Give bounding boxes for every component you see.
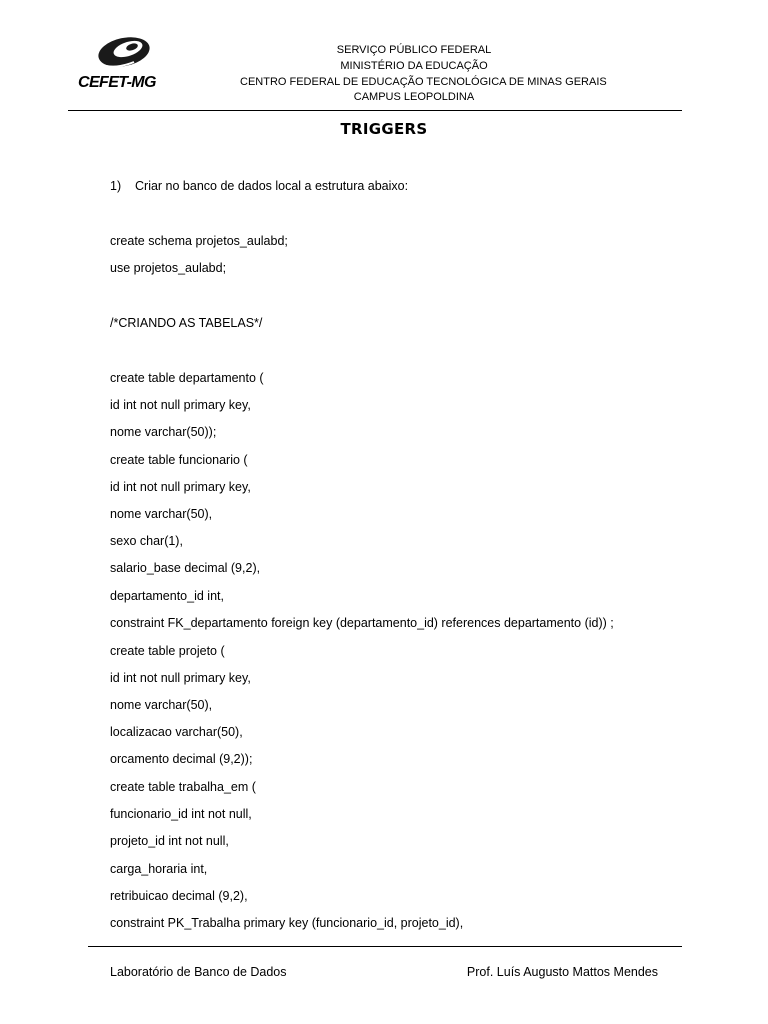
- sql-line: id int not null primary key,: [110, 480, 251, 494]
- sql-line: use projetos_aulabd;: [110, 261, 227, 275]
- cefet-logo-icon: [94, 34, 150, 74]
- sql-line: funcionario_id int not null,: [110, 807, 252, 821]
- sql-line: sexo char(1),: [110, 534, 183, 548]
- header-line-1: SERVIÇO PÚBLICO FEDERAL: [336, 44, 492, 56]
- footer-course: Laboratório de Banco de Dados: [110, 965, 287, 979]
- sql-line: salario_base decimal (9,2),: [110, 561, 261, 575]
- header-line-2: MINISTÉRIO DA EDUCAÇÃO: [340, 60, 488, 72]
- header-line-3: CENTRO FEDERAL DE EDUCAÇÃO TECNOLÓGICA DE MINAS GERAIS: [240, 76, 607, 88]
- sql-line: orcamento decimal (9,2));: [110, 752, 253, 766]
- logo-wordmark: CEFET-MG: [78, 74, 156, 91]
- sql-line: constraint PK_Trabalha primary key (funcionario_id, projeto_id),: [110, 916, 464, 930]
- sql-line: projeto_id int not null,: [110, 834, 229, 848]
- sql-line: create table projeto (: [110, 644, 225, 658]
- footer-divider: [88, 946, 682, 947]
- sql-line: nome varchar(50));: [110, 425, 217, 439]
- sql-line: nome varchar(50),: [110, 698, 213, 712]
- sql-line: departamento_id int,: [110, 589, 224, 603]
- sql-line: /*CRIANDO AS TABELAS*/: [110, 316, 263, 330]
- sql-line: id int not null primary key,: [110, 398, 251, 412]
- header-divider: [68, 110, 682, 111]
- footer-author: Prof. Luís Augusto Mattos Mendes: [466, 965, 658, 979]
- sql-line: constraint FK_departamento foreign key (departamento_id) references departamento (id)) ;: [110, 616, 614, 630]
- document-title: TRIGGERS: [340, 120, 428, 138]
- header-line-4: CAMPUS LEOPOLDINA: [353, 91, 475, 103]
- sql-line: localizacao varchar(50),: [110, 725, 243, 739]
- cefet-mg-logo: [76, 34, 168, 96]
- sql-line: retribuicao decimal (9,2),: [110, 889, 248, 903]
- sql-line: carga_horaria int,: [110, 862, 208, 876]
- instruction-line: 1) Criar no banco de dados local a estrutura abaixo:: [110, 179, 409, 193]
- sql-line: create table departamento (: [110, 371, 264, 385]
- sql-line: id int not null primary key,: [110, 671, 251, 685]
- sql-line: create schema projetos_aulabd;: [110, 234, 288, 248]
- sql-line: create table funcionario (: [110, 453, 248, 467]
- sql-line: nome varchar(50),: [110, 507, 213, 521]
- sql-line: create table trabalha_em (: [110, 780, 256, 794]
